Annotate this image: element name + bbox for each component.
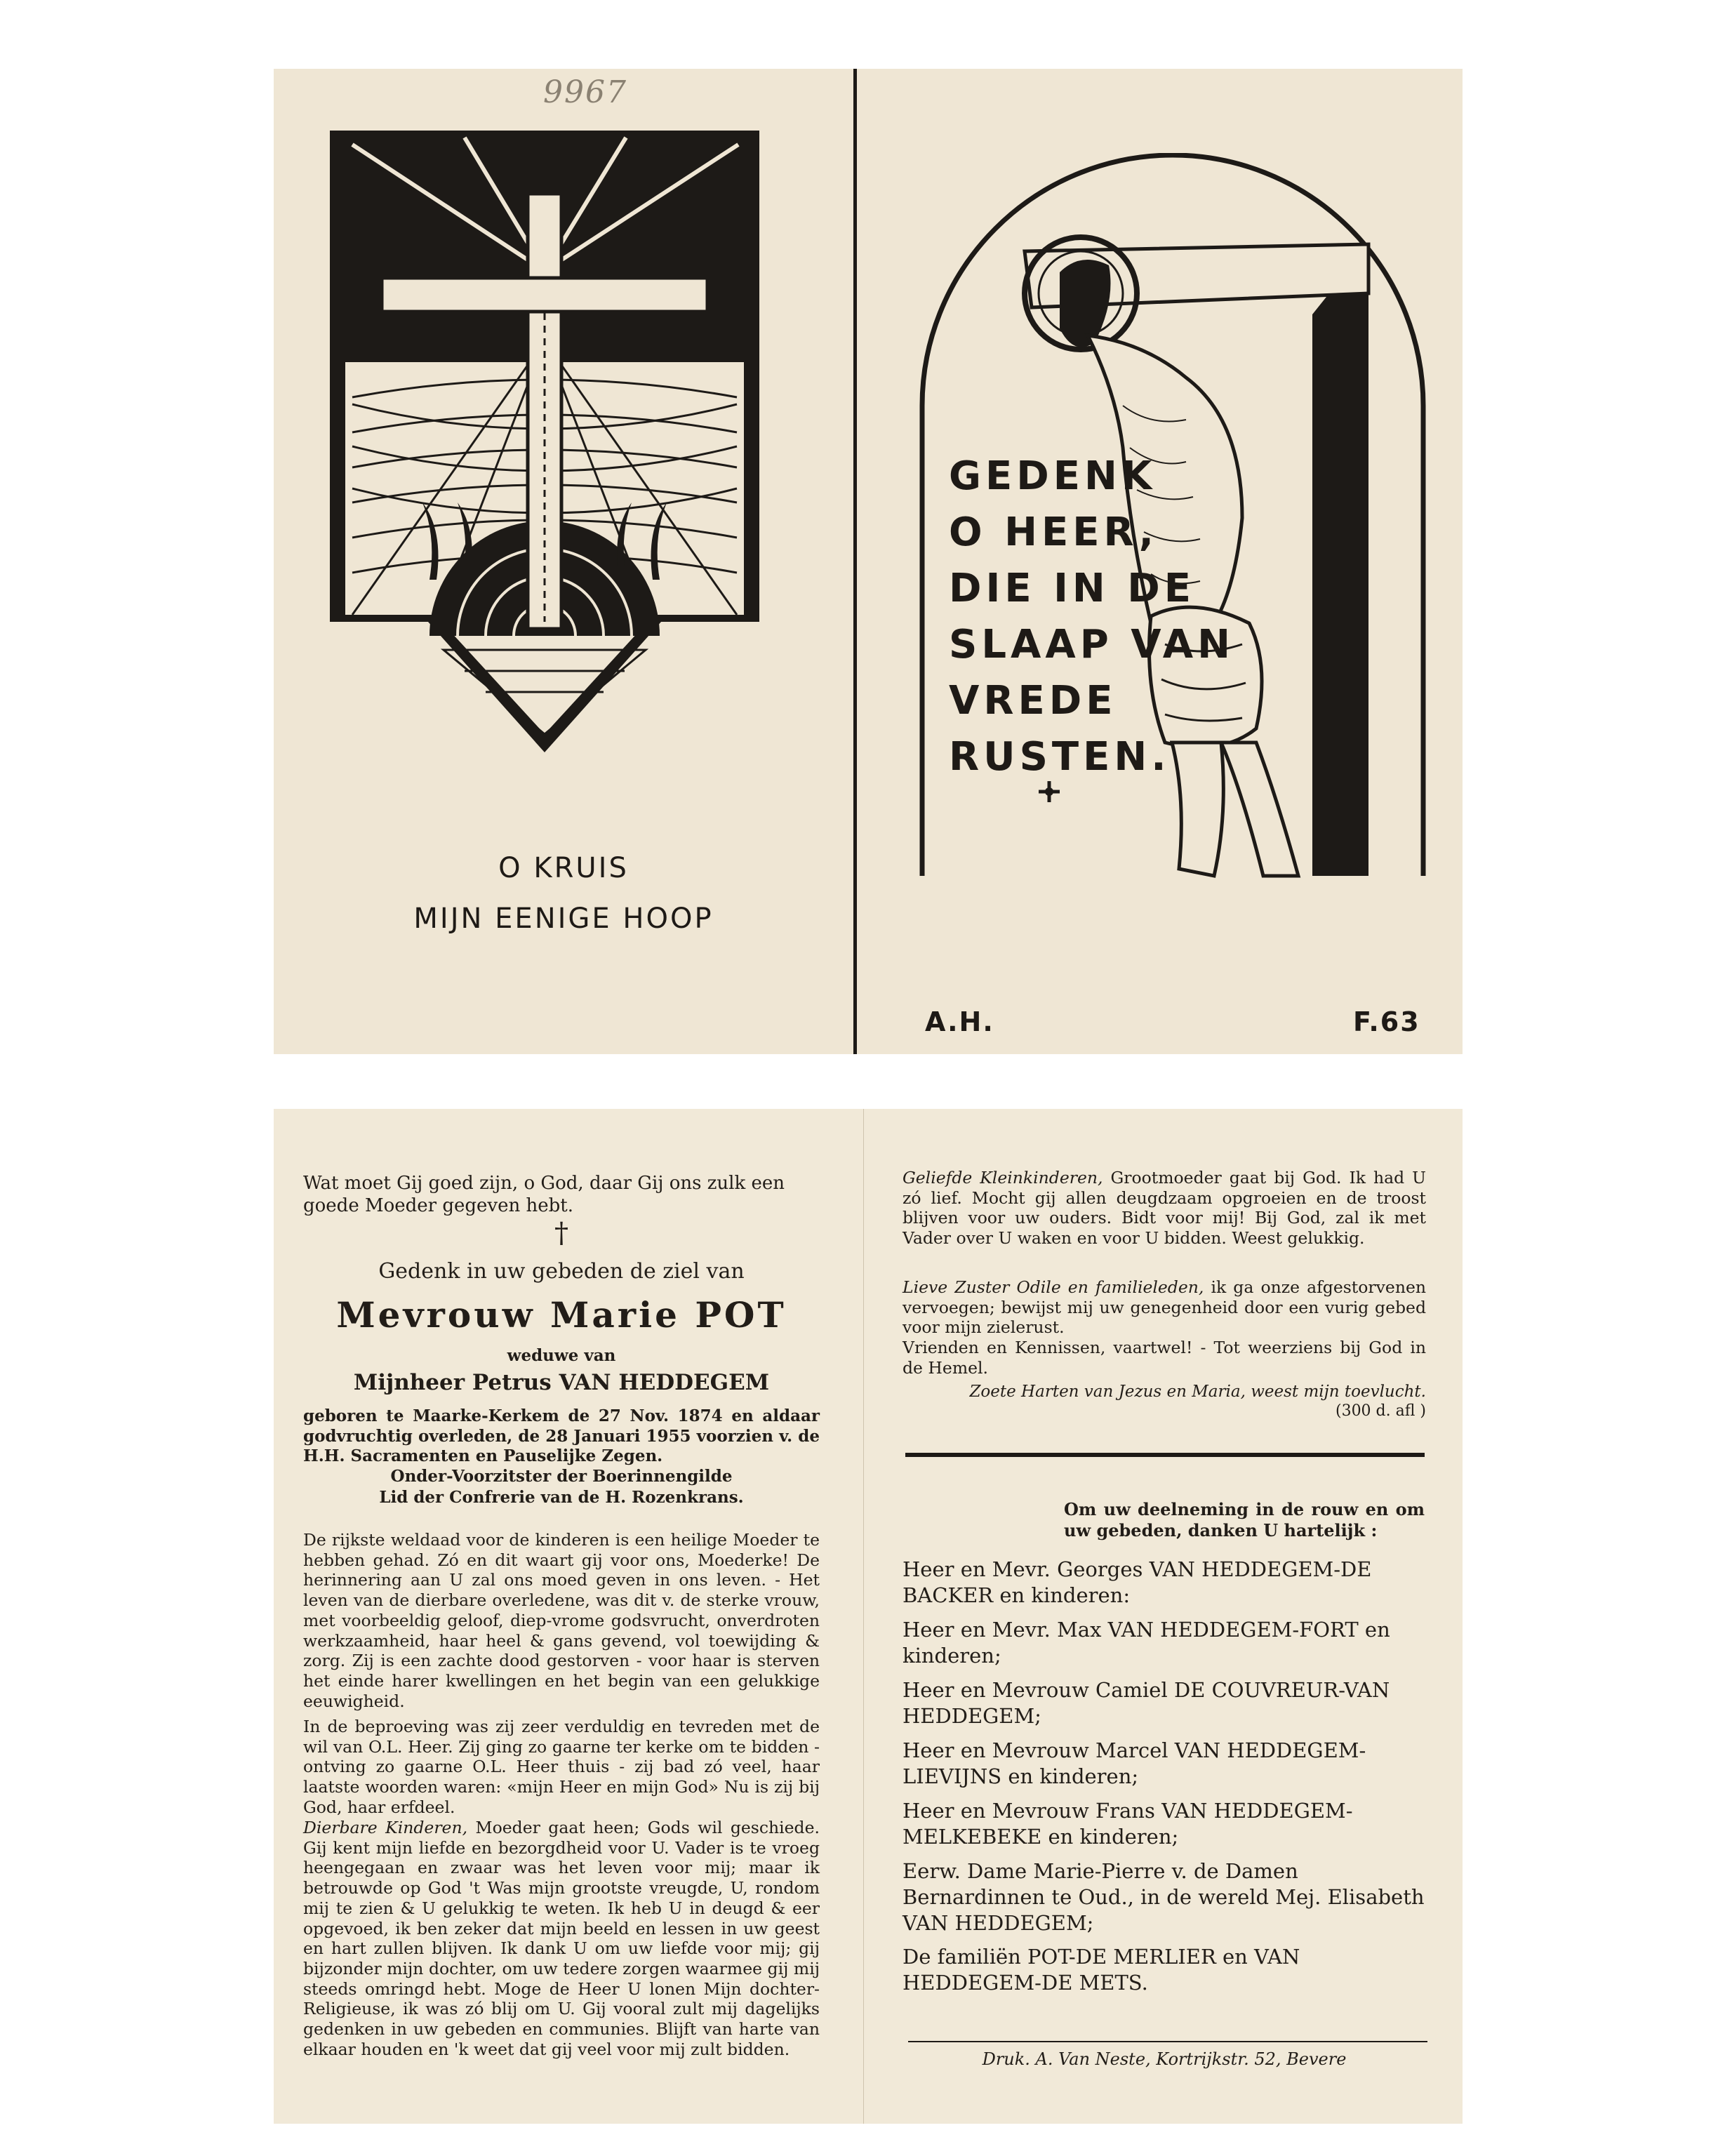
memorial-card-inside <box>274 1109 1463 2124</box>
remember-line: Gedenk in uw gebeden de ziel van <box>378 1259 745 1284</box>
artist-code: A.H. <box>925 1006 994 1037</box>
husband-name: Mijnheer Petrus VAN HEDDEGEM <box>353 1370 770 1395</box>
sister-label: Lieve Zuster Odile en familieleden, <box>903 1277 1204 1297</box>
children-text: Moeder gaat heen; Gods wil geschiede. Gij kent mijn liefde en bezorgdheid voor U. Vader is te vroeg heengegaan en zwaar was het leven voor mij; maar ik betrouwde op God 't Was mijn grootste vreugde, U, rondom mij te zien & U gelukkig te weten. Ik heb U in deugd & eer opgevoed, ik ben zeker dat mijn beeld en lessen in uw geest en hart zullen blijven. Ik dank U om uw liefde voor mij; gij bijzonder mijn dochter, om uw tedere zorgen waarmee gij mij steeds omringd hebt. Moge de Heer U lonen Mijn dochter-Religieuse, ik was zó blij om U. Gij vooral zult mij dagelijks gedenken in uw gebeden en communies. Blijft van harte van elkaar houden en 'k weet dat gij veel voor mij zult bidden. <box>303 1818 820 2059</box>
friends-paragraph: Vrienden en Kennissen, vaartwel! - Tot weerziens bij God in de Hemel. <box>903 1338 1426 1378</box>
family-entry: Heer en Mevrouw Marcel VAN HEDDEGEM-LIEVIJNS en kinderen; <box>903 1738 1366 1788</box>
family-entry: Heer en Mevrouw Camiel DE COUVREUR-VAN HEDDEGEM; <box>903 1678 1390 1728</box>
prayer-line: Zoete Harten van Jezus en Maria, weest mijn toevlucht. <box>969 1383 1426 1401</box>
role-line: Onder-Voorzitster der Boerinnengilde <box>390 1467 733 1486</box>
grandchildren-paragraph <box>903 1168 1426 1249</box>
intro-quote: Wat moet Gij goed zijn, o God, daar Gij ons zulk een goede Moeder gegeven hebt. <box>303 1173 785 1216</box>
card-fold-line <box>863 1109 864 2124</box>
front-caption-line2: MIJN EENIGE HOOP <box>413 903 714 935</box>
eulogy-paragraph: In de beproeving was zij zeer verduldig en tevreden met de wil van O.L. Heer. Zij ging zo gaarne ter kerke om te bidden - ontving zo gaarne O.L. Heer thuis - zij bad zó veel, haar laatste woorden waren: «mijn Heer en mijn God» Nu is zij bij God, haar erfdeel. <box>303 1717 820 1817</box>
children-label: Dierbare Kinderen, <box>303 1818 468 1837</box>
printer-credit: Druk. A. Van Neste, Kortrijkstr. 52, Bevere <box>982 2049 1347 2069</box>
birth-death-info: geboren te Maarke-Kerkem de 27 Nov. 1874 en aldaar godvruchtig overleden, de 28 Januari 1955 voorzien v. de H.H. Sacramenten en Pauselijke Zegen. <box>303 1406 820 1466</box>
deceased-name: Mevrouw Marie POT <box>336 1294 787 1336</box>
grandchildren-text: Grootmoeder gaat bij God. Ik had U zó lief. Mocht gij allen deugdzaam opgroeien en de troost blijven voor uw ouders. Bidt voor mij! Bij God, zal ik met Vader over U waken en voor U bidden. Weest gelukkig. <box>903 1168 1426 1249</box>
family-entry: Heer en Mevr. Max VAN HEDDEGEM-FORT en kinderen; <box>903 1618 1390 1668</box>
eulogy-paragraph: De rijkste weldaad voor de kinderen is een heilige Moeder te hebben gehad. Zó en dit waart gij voor ons, Moederke! De herinnering aan U zal ons moed geven in ons leven. - Het leven van de dierbare overledene, was dit v. de sterke vrouw, met voorbeeldig geloof, diep-vrome godsvrucht, onverdroten werkzaamheid, haar heel & gans gevend, vol toewijding & zorg. Zij is een zachte dood gestorven - voor haar is sterven het einde harer kwellingen en het begin van een gelukkige eeuwigheid. <box>303 1530 820 1711</box>
thanks-intro: Om uw deelneming in de rouw en om uw gebeden, danken U hartelijk : <box>1064 1499 1425 1541</box>
children-paragraph <box>303 1818 820 2059</box>
memorial-card-front <box>274 69 1463 1054</box>
motto-line: VREDE <box>949 678 1117 724</box>
cross-symbol: † <box>554 1217 568 1249</box>
motto-line: RUSTEN. <box>949 734 1171 780</box>
front-caption-line1: O KRUIS <box>498 852 629 884</box>
family-entry: De familiën POT-DE MERLIER en VAN HEDDEGEM-DE METS. <box>903 1945 1300 1995</box>
sister-paragraph <box>903 1277 1426 1338</box>
motto-line: O HEER, <box>949 510 1158 555</box>
card-code: F.63 <box>1353 1006 1420 1037</box>
family-entry: Heer en Mevrouw Frans VAN HEDDEGEM-MELKEBEKE en kinderen; <box>903 1799 1353 1849</box>
role-line: Lid der Confrerie van de H. Rozenkrans. <box>379 1488 744 1507</box>
cross-emblem-illustration <box>324 131 765 752</box>
widow-of: weduwe van <box>507 1346 616 1365</box>
printer-divider <box>908 2041 1427 2042</box>
card-fold-line <box>853 69 857 1054</box>
indulgence: (300 d. afl ) <box>1335 1402 1426 1420</box>
family-entry: Eerw. Dame Marie-Pierre v. de Damen Bernardinnen te Oud., in de wereld Mej. Elisabeth VAN HEDDEGEM; <box>903 1859 1425 1935</box>
motto-line: GEDENK <box>949 453 1157 499</box>
archive-number: 9967 <box>543 74 627 110</box>
motto-line: SLAAP VAN <box>949 622 1234 667</box>
sister-text: ik ga onze afgestorvenen vervoegen; bewijst mij uw genegenheid door een vurig gebed voor mijn zielerust. <box>903 1277 1426 1338</box>
grandchildren-label: Geliefde Kleinkinderen, <box>903 1168 1103 1187</box>
divider <box>905 1453 1425 1457</box>
motto-line: DIE IN DE <box>949 566 1196 611</box>
family-entry: Heer en Mevr. Georges VAN HEDDEGEM-DE BACKER en kinderen: <box>903 1557 1372 1607</box>
